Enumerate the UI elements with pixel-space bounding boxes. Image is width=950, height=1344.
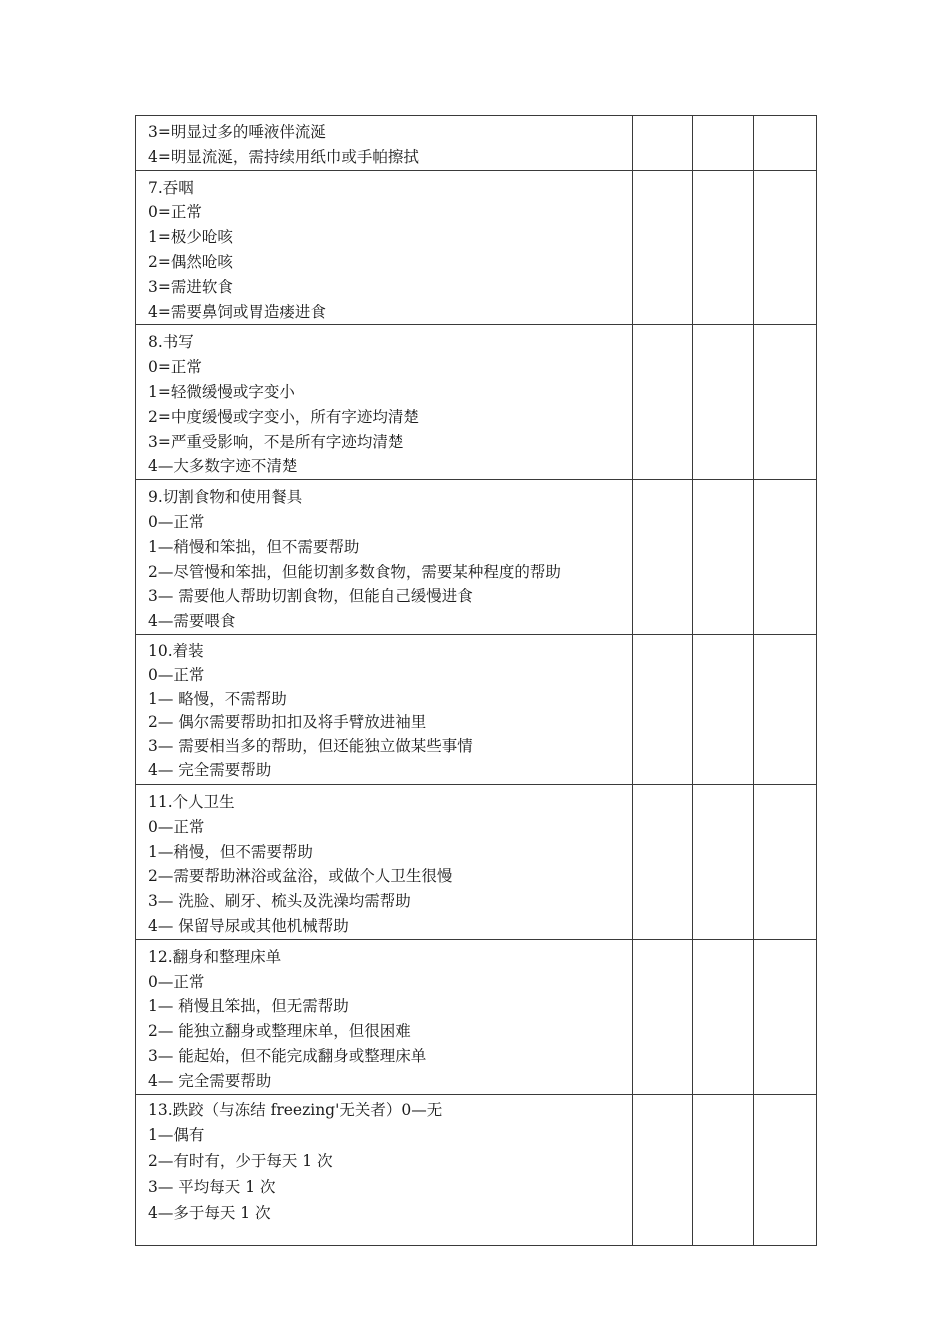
text-line: 4—需要喂食 — [148, 612, 236, 631]
item-title: 7.吞咽 — [148, 178, 194, 197]
text-line: 0=正常 — [148, 358, 202, 377]
score-cell[interactable] — [693, 784, 754, 939]
item-description-cell — [136, 634, 633, 784]
score-cell[interactable] — [693, 939, 754, 1094]
score-cell[interactable] — [754, 1094, 817, 1245]
score-cell[interactable] — [693, 325, 754, 480]
item-description-cell — [136, 325, 633, 480]
text-line: 0—正常 — [148, 817, 205, 836]
text-line: 1—偶有 — [148, 1126, 205, 1145]
score-cell[interactable] — [693, 634, 754, 784]
text-line: 3=需进软食 — [148, 277, 233, 296]
score-cell[interactable] — [754, 325, 817, 480]
item-title: 12.翻身和整理床单 — [148, 947, 282, 966]
table-row — [136, 1094, 817, 1245]
text-line: 2—尽管慢和笨拙，但能切割多数食物，需要某种程度的帮助 — [148, 562, 561, 581]
score-cell[interactable] — [633, 1094, 693, 1245]
item-description-cell — [136, 480, 633, 635]
text-line: 2=中度缓慢或字变小，所有字迹均清楚 — [148, 407, 419, 426]
text-line: 4—多于每天 1 次 — [148, 1203, 271, 1222]
score-cell[interactable] — [633, 784, 693, 939]
score-cell[interactable] — [633, 480, 693, 635]
table-row — [136, 784, 817, 939]
text-line: 3=明显过多的唾液伴流涎 — [148, 123, 326, 141]
item-description-cell — [136, 116, 633, 171]
table-row — [136, 480, 817, 635]
score-cell[interactable] — [633, 116, 693, 171]
text-line: 0=正常 — [148, 203, 202, 222]
score-cell[interactable] — [633, 325, 693, 480]
text-line: 1=极少呛咳 — [148, 228, 233, 247]
text-line: 4— 保留导尿或其他机械帮助 — [148, 916, 349, 935]
score-cell[interactable] — [754, 116, 817, 171]
score-cell[interactable] — [754, 170, 817, 325]
text-line: 4—大多数字迹不清楚 — [148, 457, 298, 476]
score-cell[interactable] — [693, 116, 754, 171]
text-line: 1—稍慢和笨拙，但不需要帮助 — [148, 537, 360, 556]
text-line: 4=需要鼻饲或胃造瘘进食 — [148, 302, 326, 321]
rating-scale-table — [135, 115, 817, 1246]
text-line: 0—正常 — [148, 972, 205, 991]
item-title: 13.跌跤（与冻结 freezing'无关者）0—无 — [148, 1100, 443, 1119]
text-line: 3— 需要相当多的帮助，但还能独立做某些事情 — [148, 737, 473, 756]
score-cell[interactable] — [754, 784, 817, 939]
table-row — [136, 170, 817, 325]
item-title: 11.个人卫生 — [148, 792, 235, 811]
item-title: 9.切割食物和使用餐具 — [148, 488, 303, 507]
text-line: 2—有时有，少于每天 1 次 — [148, 1152, 333, 1171]
table-row — [136, 939, 817, 1094]
text-line: 3— 洗脸、刷牙、梳头及洗澡均需帮助 — [148, 892, 411, 911]
text-line: 2— 能独立翻身或整理床单，但很困难 — [148, 1022, 411, 1041]
score-cell[interactable] — [754, 939, 817, 1094]
text-line: 2— 偶尔需要帮助扣扣及将手臂放进袖里 — [148, 713, 427, 732]
text-line: 0—正常 — [148, 512, 205, 531]
score-cell[interactable] — [633, 939, 693, 1094]
text-line: 0—正常 — [148, 665, 205, 684]
text-line: 2=偶然呛咳 — [148, 252, 233, 271]
text-line: 3— 能起始，但不能完成翻身或整理床单 — [148, 1046, 427, 1065]
table-row — [136, 116, 817, 171]
text-line: 3=严重受影响，不是所有字迹均清楚 — [148, 432, 404, 451]
score-cell[interactable] — [754, 480, 817, 635]
text-line: 2—需要帮助淋浴或盆浴，或做个人卫生很慢 — [148, 867, 453, 886]
score-cell[interactable] — [754, 634, 817, 784]
text-line: 1—稍慢，但不需要帮助 — [148, 842, 313, 861]
table-row — [136, 325, 817, 480]
item-description-cell — [136, 1094, 633, 1245]
text-line: 1— 略慢，不需帮助 — [148, 689, 287, 708]
text-line: 4=明显流涎，需持续用纸巾或手帕擦拭 — [148, 147, 419, 166]
score-cell[interactable] — [633, 170, 693, 325]
table-row — [136, 634, 817, 784]
score-cell[interactable] — [633, 634, 693, 784]
item-description-cell — [136, 939, 633, 1094]
text-line: 3— 平均每天 1 次 — [148, 1177, 276, 1196]
item-title: 8.书写 — [148, 333, 194, 352]
text-line: 3— 需要他人帮助切割食物，但能自己缓慢进食 — [148, 587, 473, 606]
score-cell[interactable] — [693, 170, 754, 325]
score-cell[interactable] — [693, 1094, 754, 1245]
score-cell[interactable] — [693, 480, 754, 635]
item-description-cell — [136, 784, 633, 939]
text-line: 4— 完全需要帮助 — [148, 1071, 272, 1090]
text-line: 4— 完全需要帮助 — [148, 760, 272, 779]
text-line: 1=轻微缓慢或字变小 — [148, 382, 295, 401]
item-description-cell — [136, 170, 633, 325]
item-title: 10.着装 — [148, 641, 204, 660]
text-line: 1— 稍慢且笨拙，但无需帮助 — [148, 997, 349, 1016]
